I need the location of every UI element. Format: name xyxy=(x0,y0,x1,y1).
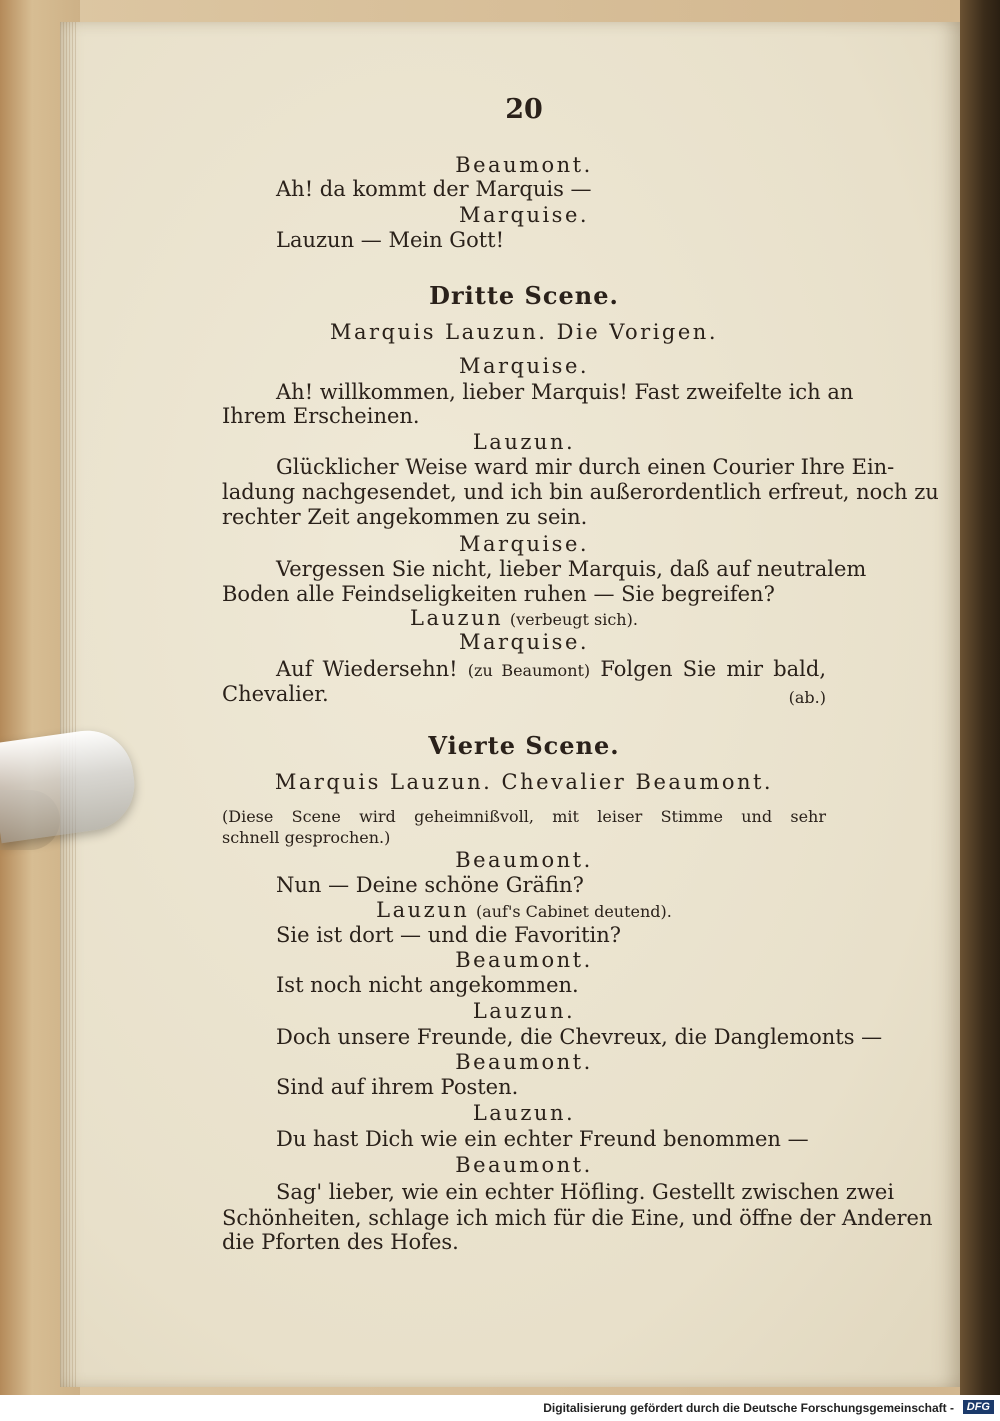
dialogue-line: Ihrem Erscheinen. xyxy=(222,404,420,428)
stage-direction: (zu Beaumont) xyxy=(467,661,591,680)
speaker-label: Marquise. xyxy=(458,630,590,654)
dialogue-line: Vergessen Sie nicht, lieber Marquis, daß auf neutralem xyxy=(276,557,867,581)
book-right-cover xyxy=(960,0,1000,1395)
stage-direction: (auf's Cabinet deutend). xyxy=(475,902,672,921)
speaker-label: Beaumont. xyxy=(455,948,593,972)
dialogue-line: Sind auf ihrem Posten. xyxy=(276,1075,519,1099)
scene-heading: Vierte Scene. xyxy=(428,731,620,760)
footer-credit: Digitalisierung gefördert durch die Deutsche Forschungsgemeinschaft - xyxy=(543,1401,954,1415)
dialogue-line: Boden alle Feindseligkeiten ruhen — Sie begreifen? xyxy=(222,582,775,606)
dialogue-line: rechter Zeit angekommen zu sein. xyxy=(222,505,588,529)
page-text xyxy=(222,0,939,1300)
speaker-label: Beaumont. xyxy=(455,1153,593,1177)
dialogue-line: Schönheiten, schlage ich mich für die Eine, und öffne der Anderen xyxy=(222,1206,933,1230)
stage-direction: schnell gesprochen.) xyxy=(222,828,391,847)
stage-direction: (ab.) xyxy=(788,688,826,707)
speaker-label: Marquise. xyxy=(458,532,590,556)
speaker-label: Beaumont. xyxy=(455,1050,593,1074)
stage-direction: (verbeugt sich). xyxy=(509,610,638,629)
speaker-label: Lauzun xyxy=(376,898,470,922)
scene-characters: Marquis Lauzun. Die Vorigen. xyxy=(329,320,718,344)
stage-direction: (Diese Scene wird geheimnißvoll, mit leiser Stimme und sehr xyxy=(222,807,826,826)
speaker-label: Marquise. xyxy=(458,203,590,227)
dialogue-line: Ah! willkommen, lieber Marquis! Fast zweifelte ich an xyxy=(276,380,854,404)
scene-heading: Dritte Scene. xyxy=(429,281,619,310)
dialogue-fragment: Folgen Sie mir bald, xyxy=(600,657,826,681)
page-number: 20 xyxy=(505,94,543,125)
speaker-label: Beaumont. xyxy=(455,848,593,872)
dialogue-line: ladung nachgesendet, und ich bin außerordentlich erfreut, noch zu xyxy=(222,480,939,504)
dialogue-fragment: Auf Wiedersehn! xyxy=(276,657,458,681)
dialogue-line xyxy=(222,657,826,683)
page-stack-edge xyxy=(60,22,76,1387)
dialogue-line: Doch unsere Freunde, die Chevreux, die Danglemonts — xyxy=(276,1025,883,1049)
dialogue-line: Nun — Deine schöne Gräfin? xyxy=(276,873,584,897)
speaker-label: Lauzun xyxy=(410,606,504,630)
dialogue-line: Sag' lieber, wie ein echter Höfling. Gestellt zwischen zwei xyxy=(276,1180,895,1204)
speaker-label: Lauzun. xyxy=(472,999,576,1023)
stage-line xyxy=(222,898,826,924)
speaker-label: Lauzun. xyxy=(472,430,576,454)
dialogue-line: Sie ist dort — und die Favoritin? xyxy=(276,923,622,947)
dialogue-line: Chevalier. xyxy=(222,682,329,706)
dialogue-line: Glücklicher Weise ward mir durch einen Courier Ihre Ein- xyxy=(276,455,895,479)
scene-characters: Marquis Lauzun. Chevalier Beaumont. xyxy=(274,770,774,794)
footer-bar xyxy=(0,1395,1000,1421)
speaker-label: Lauzun. xyxy=(472,1101,576,1125)
dfg-logo: DFG xyxy=(963,1400,994,1414)
speaker-label: Marquise. xyxy=(458,354,590,378)
speaker-label: Beaumont. xyxy=(455,153,593,177)
dialogue-line: Du hast Dich wie ein echter Freund benommen — xyxy=(276,1127,809,1151)
dialogue-line: Lauzun — Mein Gott! xyxy=(276,228,505,252)
dialogue-line: die Pforten des Hofes. xyxy=(222,1230,459,1254)
dialogue-line: Ah! da kommt der Marquis — xyxy=(276,177,592,201)
stage-line xyxy=(222,606,826,632)
dialogue-line: Ist noch nicht angekommen. xyxy=(276,973,579,997)
